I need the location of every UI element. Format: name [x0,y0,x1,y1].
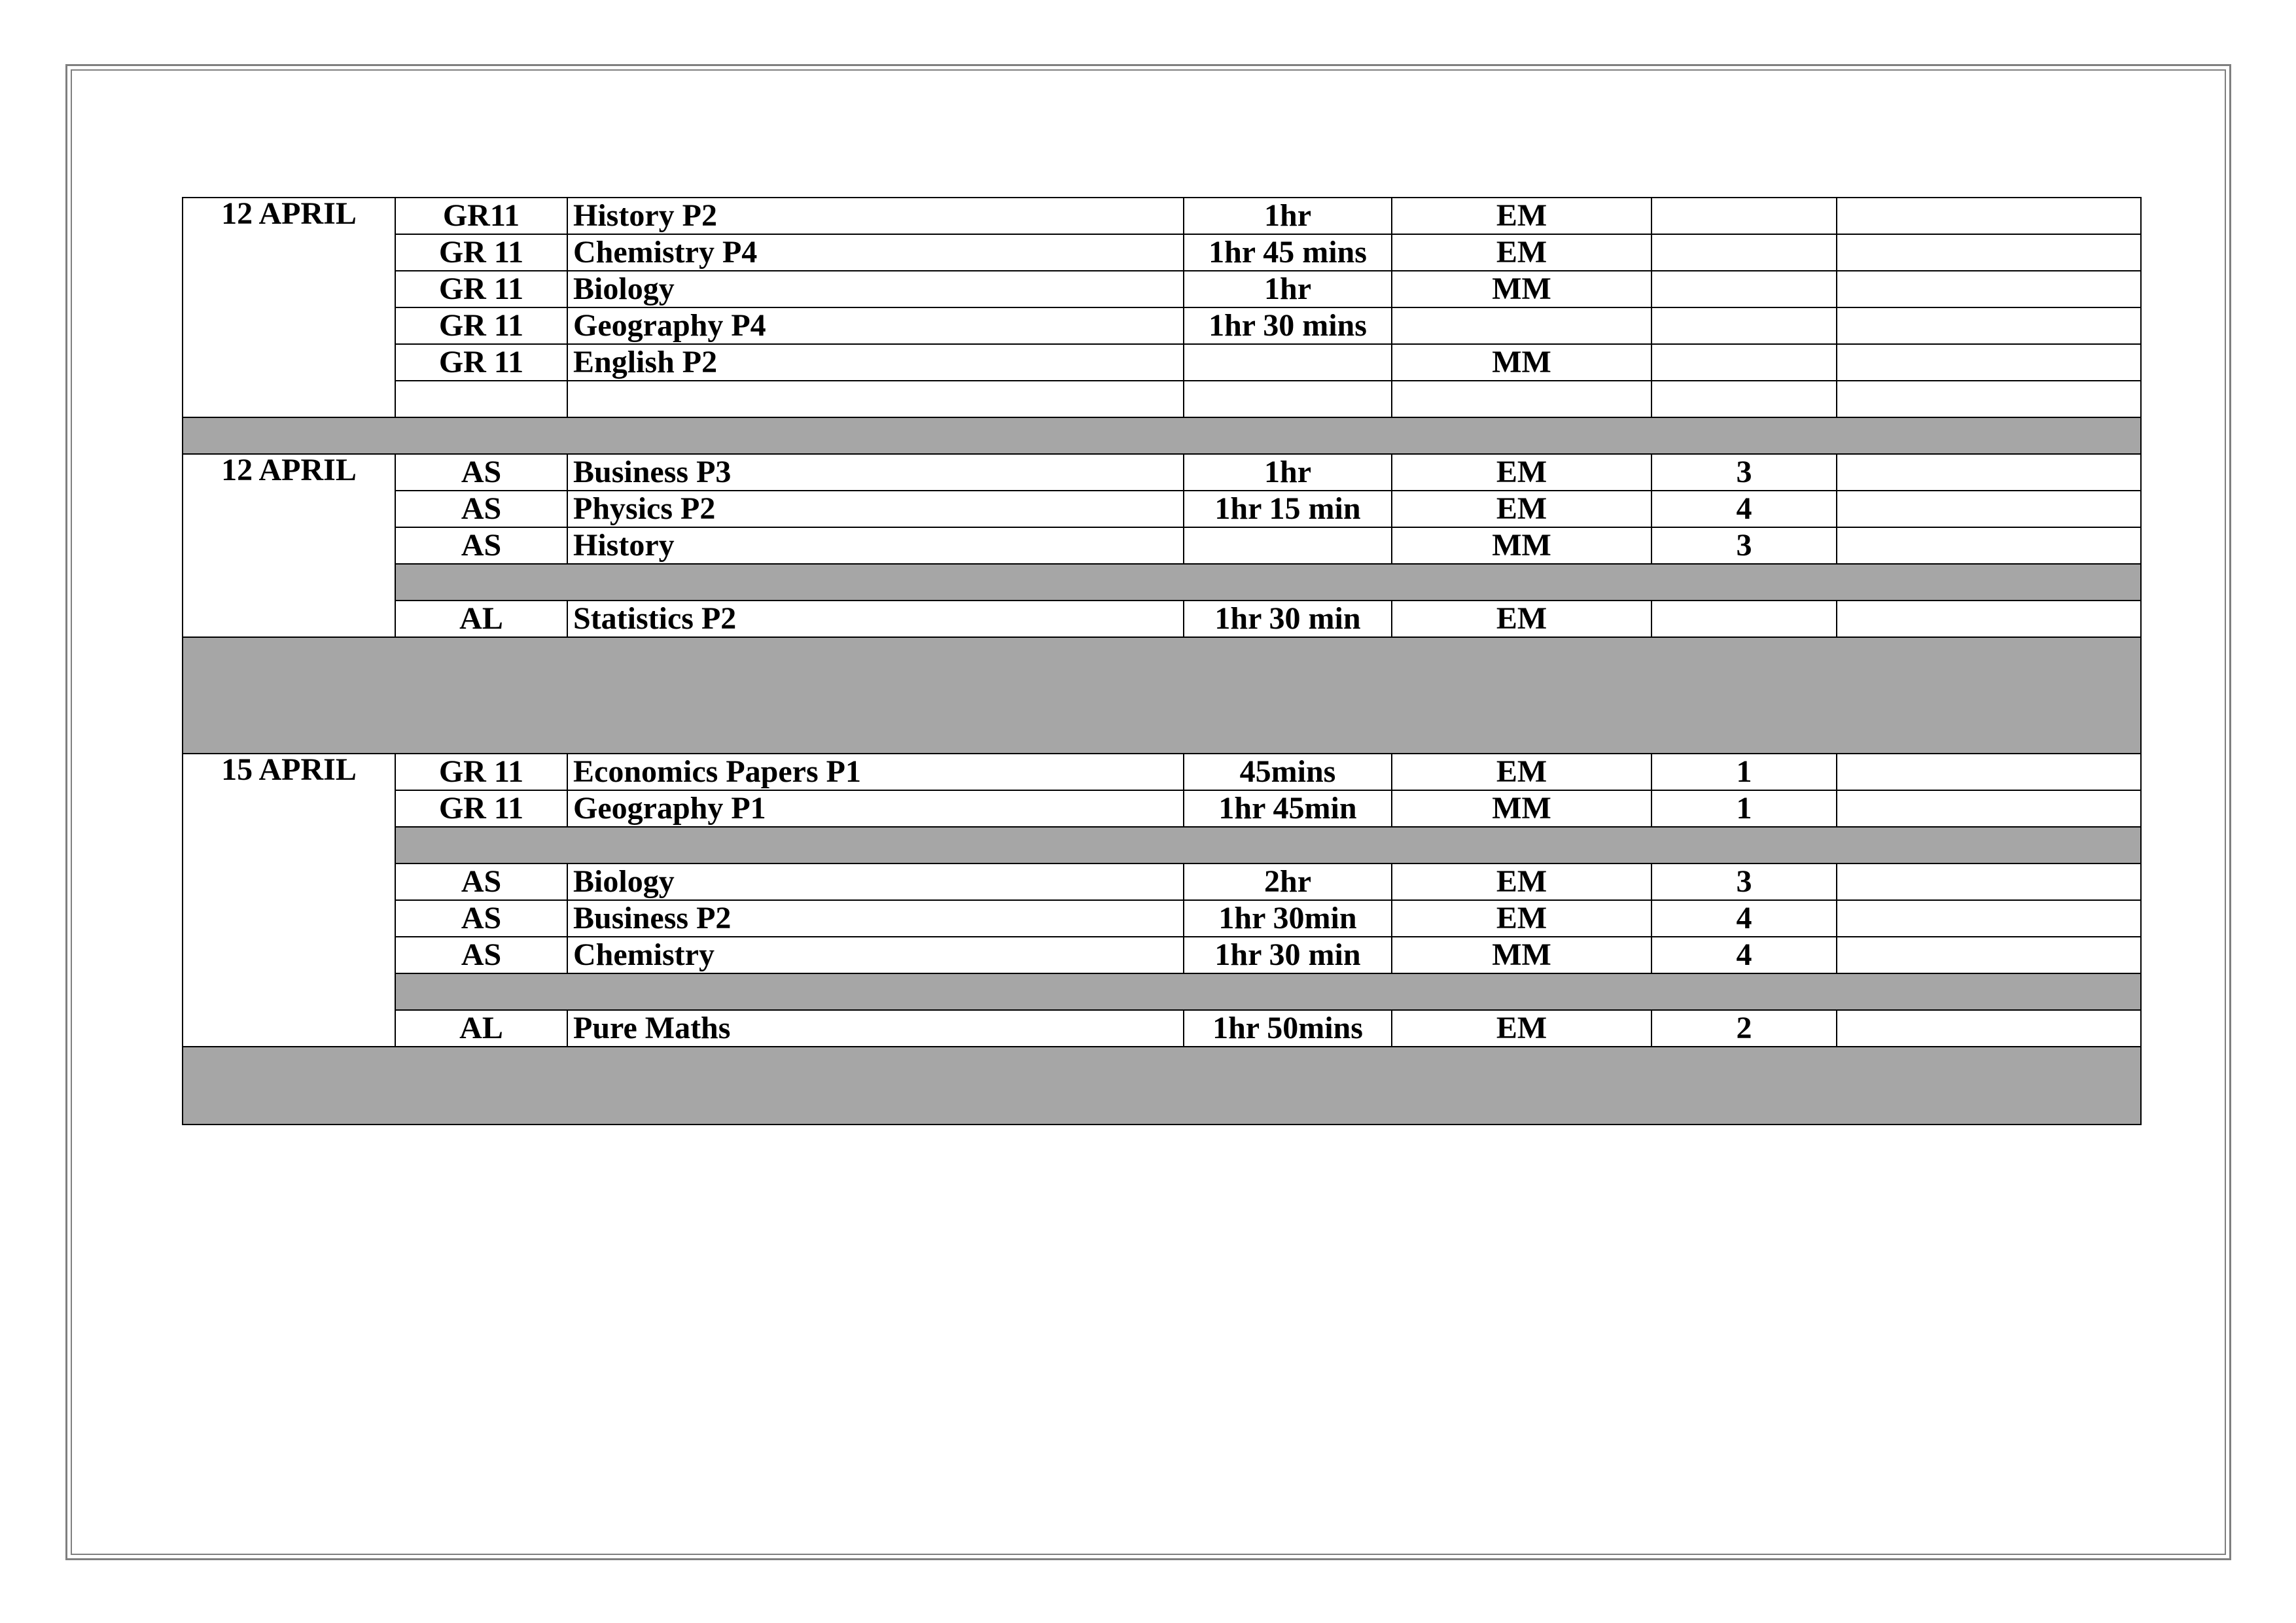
separator-row [183,637,2141,754]
grade-cell: GR 11 [395,234,567,271]
grade-cell: GR 11 [395,790,567,827]
duration-cell: 1hr 15 min [1184,491,1392,527]
blank-cell [1837,1010,2141,1047]
grade-cell: GR 11 [395,344,567,381]
number-cell [1651,234,1837,271]
duration-cell: 1hr 30min [1184,900,1392,937]
session-cell: EM [1392,198,1651,234]
number-cell [1651,198,1837,234]
subject-cell: Geography P4 [567,307,1184,344]
number-cell: 3 [1651,527,1837,564]
number-cell [1651,344,1837,381]
duration-cell: 45mins [1184,754,1392,790]
session-cell: EM [1392,900,1651,937]
subject-cell: Pure Maths [567,1010,1184,1047]
exam-row [183,900,2141,937]
duration-cell: 1hr 45 mins [1184,234,1392,271]
grade-cell: AL [395,1010,567,1047]
separator-row [183,973,2141,1010]
blank-cell [1837,601,2141,637]
session-cell: MM [1392,937,1651,973]
subject-cell: Statistics P2 [567,601,1184,637]
blank-cell [1837,344,2141,381]
separator-cell [395,827,2141,864]
separator-row [183,827,2141,864]
duration-cell [1184,527,1392,564]
session-cell: EM [1392,601,1651,637]
session-cell: EM [1392,754,1651,790]
duration-cell: 1hr [1184,271,1392,307]
duration-cell [1184,381,1392,417]
subject-cell: Physics P2 [567,491,1184,527]
session-cell: EM [1392,1010,1651,1047]
blank-cell [1837,790,2141,827]
session-cell: EM [1392,234,1651,271]
separator-row [183,564,2141,601]
exam-row [183,527,2141,564]
number-cell: 4 [1651,937,1837,973]
duration-cell: 1hr 45min [1184,790,1392,827]
subject-cell: Biology [567,864,1184,900]
subject-cell: English P2 [567,344,1184,381]
subject-cell: Business P2 [567,900,1184,937]
blank-cell [1837,527,2141,564]
blank-cell [1837,754,2141,790]
duration-cell [1184,344,1392,381]
session-cell: EM [1392,491,1651,527]
subject-cell: Biology [567,271,1184,307]
blank-cell [1837,307,2141,344]
exam-row [183,937,2141,973]
date-cell: 12 APRIL [183,198,395,417]
separator-cell [183,637,2141,754]
grade-cell: GR 11 [395,271,567,307]
number-cell: 4 [1651,900,1837,937]
duration-cell: 1hr [1184,198,1392,234]
session-cell: MM [1392,790,1651,827]
separator-cell [395,564,2141,601]
number-cell: 4 [1651,491,1837,527]
grade-cell [395,381,567,417]
number-cell: 1 [1651,790,1837,827]
number-cell: 2 [1651,1010,1837,1047]
blank-cell [1837,900,2141,937]
number-cell [1651,601,1837,637]
grade-cell: GR 11 [395,307,567,344]
duration-cell: 1hr 50mins [1184,1010,1392,1047]
exam-schedule-body [183,198,2141,1125]
number-cell [1651,381,1837,417]
blank-cell [1837,937,2141,973]
separator-cell [395,973,2141,1010]
blank-cell [1837,198,2141,234]
exam-row [183,790,2141,827]
session-cell: MM [1392,271,1651,307]
grade-cell: AS [395,864,567,900]
duration-cell: 2hr [1184,864,1392,900]
number-cell: 3 [1651,864,1837,900]
subject-cell: Geography P1 [567,790,1184,827]
blank-cell [1837,234,2141,271]
grade-cell: AS [395,527,567,564]
blank-cell [1837,454,2141,491]
separator-cell [183,417,2141,454]
session-cell: MM [1392,527,1651,564]
blank-cell [1837,381,2141,417]
exam-row [183,234,2141,271]
number-cell [1651,307,1837,344]
session-cell [1392,307,1651,344]
exam-row [183,1010,2141,1047]
date-cell: 12 APRIL [183,454,395,637]
exam-row [183,491,2141,527]
separator-cell [183,1047,2141,1125]
subject-cell [567,381,1184,417]
exam-row [183,754,2141,790]
exam-row [183,307,2141,344]
grade-cell: GR 11 [395,754,567,790]
number-cell: 1 [1651,754,1837,790]
session-cell: MM [1392,344,1651,381]
grade-cell: AS [395,491,567,527]
exam-row [183,454,2141,491]
subject-cell: Chemistry [567,937,1184,973]
subject-cell: Economics Papers P1 [567,754,1184,790]
subject-cell: History [567,527,1184,564]
exam-row [183,864,2141,900]
grade-cell: GR11 [395,198,567,234]
grade-cell: AS [395,937,567,973]
exam-row [183,601,2141,637]
date-cell: 15 APRIL [183,754,395,1047]
exam-row [183,271,2141,307]
exam-schedule-table [182,197,2142,1125]
session-cell: EM [1392,864,1651,900]
exam-row [183,381,2141,417]
grade-cell: AS [395,900,567,937]
subject-cell: Business P3 [567,454,1184,491]
grade-cell: AS [395,454,567,491]
duration-cell: 1hr 30 mins [1184,307,1392,344]
subject-cell: Chemistry P4 [567,234,1184,271]
grade-cell: AL [395,601,567,637]
number-cell: 3 [1651,454,1837,491]
exam-row [183,198,2141,234]
subject-cell: History P2 [567,198,1184,234]
separator-row [183,1047,2141,1125]
duration-cell: 1hr 30 min [1184,937,1392,973]
exam-row [183,344,2141,381]
blank-cell [1837,271,2141,307]
number-cell [1651,271,1837,307]
separator-row [183,417,2141,454]
duration-cell: 1hr [1184,454,1392,491]
blank-cell [1837,864,2141,900]
session-cell [1392,381,1651,417]
blank-cell [1837,491,2141,527]
duration-cell: 1hr 30 min [1184,601,1392,637]
session-cell: EM [1392,454,1651,491]
